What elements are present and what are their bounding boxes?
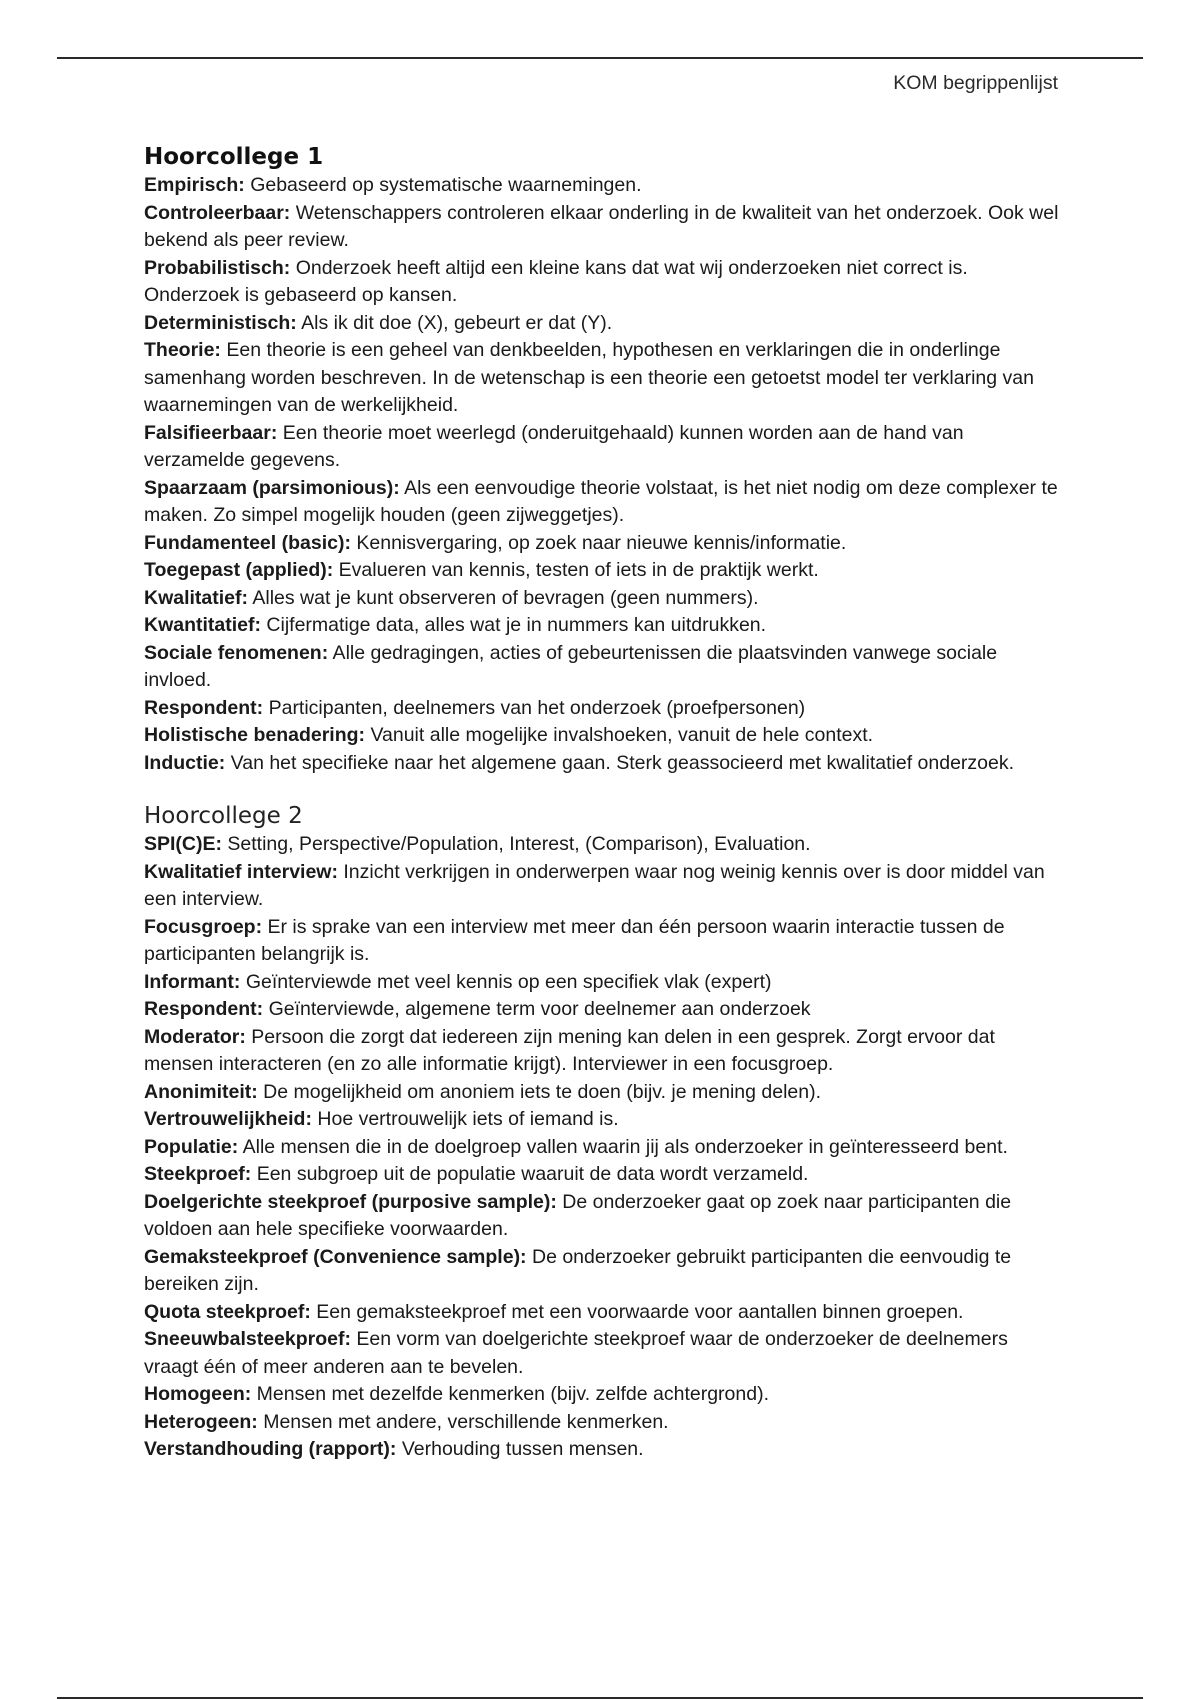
glossary-term: Sneeuwbalsteekproef: — [144, 1328, 351, 1350]
header-rule — [57, 57, 1143, 59]
glossary-entry — [144, 420, 1064, 475]
glossary-entry — [144, 695, 1064, 723]
glossary-term: Vertrouwelijkheid: — [144, 1108, 312, 1130]
glossary-definition: Vanuit alle mogelijke invalshoeken, vanuit de hele context. — [365, 724, 874, 746]
glossary-definition: Inzicht verkrijgen in onderwerpen waar nog weinig kennis over is door middel van een interview. — [144, 860, 1045, 910]
glossary-term: Empirisch: — [144, 174, 245, 196]
glossary-entry — [144, 255, 1064, 310]
glossary-entry — [144, 1436, 1064, 1464]
glossary-term: Spaarzaam (parsimonious): — [144, 476, 400, 499]
glossary-term: Quota steekproef: — [144, 1300, 311, 1323]
glossary-definition: Persoon die zorgt dat iedereen zijn mening kan delen in een gesprek. Zorgt ervoor dat mensen interacteren (en zo alle informatie krijgt). Interviewer in een focusgroep. — [144, 1025, 995, 1075]
glossary-definition: Participanten, deelnemers van het onderzoek (proefpersonen) — [263, 696, 806, 719]
glossary-entry — [144, 859, 1064, 914]
glossary-term: Verstandhouding (rapport): — [144, 1438, 397, 1460]
glossary-term: Probabilistisch: — [144, 256, 291, 279]
glossary-entry — [144, 612, 1064, 640]
glossary-entry — [144, 1106, 1064, 1134]
footer-rule — [57, 1697, 1143, 1699]
glossary-definition: Mensen met dezelfde kenmerken (bijv. zelfde achtergrond). — [251, 1383, 769, 1405]
glossary-definition: Kennisvergaring, op zoek naar nieuwe kennis/informatie. — [350, 531, 847, 554]
glossary-term: Controleerbaar: — [144, 201, 291, 224]
glossary-entry — [144, 1161, 1064, 1189]
glossary-definition: Een theorie moet weerlegd (onderuitgehaald) kunnen worden aan de hand van verzamelde gegevens. — [144, 421, 964, 471]
glossary-definition: Een gemaksteekproef met een voorwaarde voor aantallen binnen groepen. — [310, 1300, 964, 1323]
glossary-term: Inductie: — [144, 751, 226, 774]
document-header-title: KOM begrippenlijst — [893, 72, 1058, 94]
glossary-term: Homogeen: — [144, 1383, 252, 1405]
glossary-list — [144, 831, 1064, 1464]
glossary-entry — [144, 475, 1064, 530]
glossary-definition: Geïnterviewde met veel kennis op een specifiek vlak (expert) — [240, 970, 772, 993]
glossary-entry — [144, 1326, 1064, 1381]
glossary-entry — [144, 1079, 1064, 1107]
document-body — [144, 142, 1064, 1464]
glossary-term: Informant: — [144, 970, 241, 993]
glossary-definition: De mogelijkheid om anoniem iets te doen (bijv. je mening delen). — [257, 1080, 822, 1103]
glossary-term: Fundamenteel (basic): — [144, 531, 351, 554]
section-hoorcollege-1 — [144, 142, 1064, 777]
glossary-term: Kwalitatief: — [144, 586, 249, 609]
glossary-term: SPI(C)E: — [144, 833, 222, 855]
glossary-definition: Een theorie is een geheel van denkbeelden, hypothesen en verklaringen die in onderlinge samenhang worden beschreven. In de wetenschap is een theorie een getoetst model ter verklaring van waarnemingen van de werkelijkheid. — [144, 339, 1034, 416]
glossary-term: Focusgroep: — [144, 915, 263, 938]
glossary-definition: Gebaseerd op systematische waarnemingen. — [244, 174, 642, 196]
glossary-definition: De onderzoeker gebruikt participanten die eenvoudig te bereiken zijn. — [144, 1245, 1012, 1295]
glossary-entry — [144, 831, 1064, 859]
glossary-term: Gemaksteekproef (Convenience sample): — [144, 1245, 527, 1268]
glossary-term: Doelgerichte steekproef (purposive sample): — [144, 1190, 557, 1213]
glossary-entry — [144, 1134, 1064, 1162]
glossary-entry — [144, 996, 1064, 1024]
glossary-term: Toegepast (applied): — [144, 559, 334, 581]
glossary-entry — [144, 557, 1064, 585]
glossary-definition: Als een eenvoudige theorie volstaat, is het niet nodig om deze complexer te maken. Zo simpel mogelijk houden (geen zijweggetjes). — [144, 476, 1058, 526]
glossary-list — [144, 172, 1064, 777]
glossary-entry — [144, 1299, 1064, 1327]
glossary-entry — [144, 172, 1064, 200]
glossary-definition: Er is sprake van een interview met meer dan één persoon waarin interactie tussen de participanten belangrijk is. — [144, 915, 1005, 965]
glossary-definition: Een vorm van doelgerichte steekproef waar de onderzoeker de deelnemers vraagt één of meer anderen aan te bevelen. — [144, 1328, 1008, 1378]
glossary-entry — [144, 1244, 1064, 1299]
glossary-term: Anonimiteit: — [144, 1080, 258, 1103]
glossary-entry — [144, 585, 1064, 613]
glossary-entry — [144, 1409, 1064, 1437]
glossary-term: Respondent: — [144, 998, 264, 1020]
glossary-term: Heterogeen: — [144, 1410, 258, 1433]
glossary-definition: Hoe vertrouwelijk iets of iemand is. — [311, 1108, 619, 1130]
glossary-definition: Mensen met andere, verschillende kenmerken. — [257, 1410, 669, 1433]
section-title: Hoorcollege 2 — [144, 803, 303, 829]
glossary-term: Populatie: — [144, 1135, 239, 1158]
glossary-definition: De onderzoeker gaat op zoek naar participanten die voldoen aan hele specifieke voorwaarden. — [144, 1190, 1012, 1240]
glossary-definition: Alle gedragingen, acties of gebeurtenissen die plaatsvinden vanwege sociale invloed. — [144, 641, 998, 691]
glossary-entry — [144, 337, 1064, 420]
section-title: Hoorcollege 1 — [144, 144, 324, 170]
glossary-term: Holistische benadering: — [144, 724, 366, 746]
glossary-definition: Setting, Perspective/Population, Interest, (Comparison), Evaluation. — [222, 833, 811, 855]
glossary-entry — [144, 1189, 1064, 1244]
glossary-term: Moderator: — [144, 1025, 246, 1048]
glossary-definition: Als ik dit doe (X), gebeurt er dat (Y). — [296, 311, 613, 334]
glossary-definition: Onderzoek heeft altijd een kleine kans dat wat wij onderzoeken niet correct is. Onderzoek is gebaseerd op kansen. — [144, 256, 968, 306]
glossary-definition: Alle mensen die in de doelgroep vallen waarin jij als onderzoeker in geïnteresseerd bent. — [238, 1135, 1008, 1158]
glossary-term: Sociale fenomenen: — [144, 641, 329, 664]
glossary-entry — [144, 530, 1064, 558]
glossary-entry — [144, 200, 1064, 255]
glossary-definition: Cijfermatige data, alles wat je in nummers kan uitdrukken. — [261, 614, 767, 636]
glossary-definition: Een subgroep uit de populatie waaruit de data wordt verzameld. — [251, 1163, 809, 1185]
glossary-term: Falsifieerbaar: — [144, 421, 278, 444]
glossary-entry — [144, 969, 1064, 997]
glossary-definition: Verhouding tussen mensen. — [396, 1438, 644, 1460]
glossary-definition: Wetenschappers controleren elkaar onderling in de kwaliteit van het onderzoek. Ook wel bekend als peer review. — [144, 201, 1059, 251]
glossary-term: Kwantitatief: — [144, 614, 261, 636]
glossary-term: Steekproef: — [144, 1163, 252, 1185]
glossary-entry — [144, 1024, 1064, 1079]
glossary-entry — [144, 750, 1064, 778]
glossary-term: Kwalitatief interview: — [144, 860, 338, 883]
glossary-term: Theorie: — [144, 339, 221, 361]
glossary-entry — [144, 640, 1064, 695]
glossary-definition: Van het specifieke naar het algemene gaan. Sterk geassocieerd met kwalitatief onderzoek. — [225, 751, 1015, 774]
glossary-entry — [144, 310, 1064, 338]
glossary-definition: Alles wat je kunt observeren of bevragen (geen nummers). — [248, 586, 759, 609]
glossary-term: Deterministisch: — [144, 311, 297, 334]
glossary-entry — [144, 1381, 1064, 1409]
glossary-entry — [144, 914, 1064, 969]
section-hoorcollege-2 — [144, 801, 1064, 1464]
glossary-term: Respondent: — [144, 696, 264, 719]
glossary-definition: Geïnterviewde, algemene term voor deelnemer aan onderzoek — [263, 998, 811, 1020]
glossary-definition: Evalueren van kennis, testen of iets in de praktijk werkt. — [333, 559, 819, 581]
glossary-entry — [144, 722, 1064, 750]
